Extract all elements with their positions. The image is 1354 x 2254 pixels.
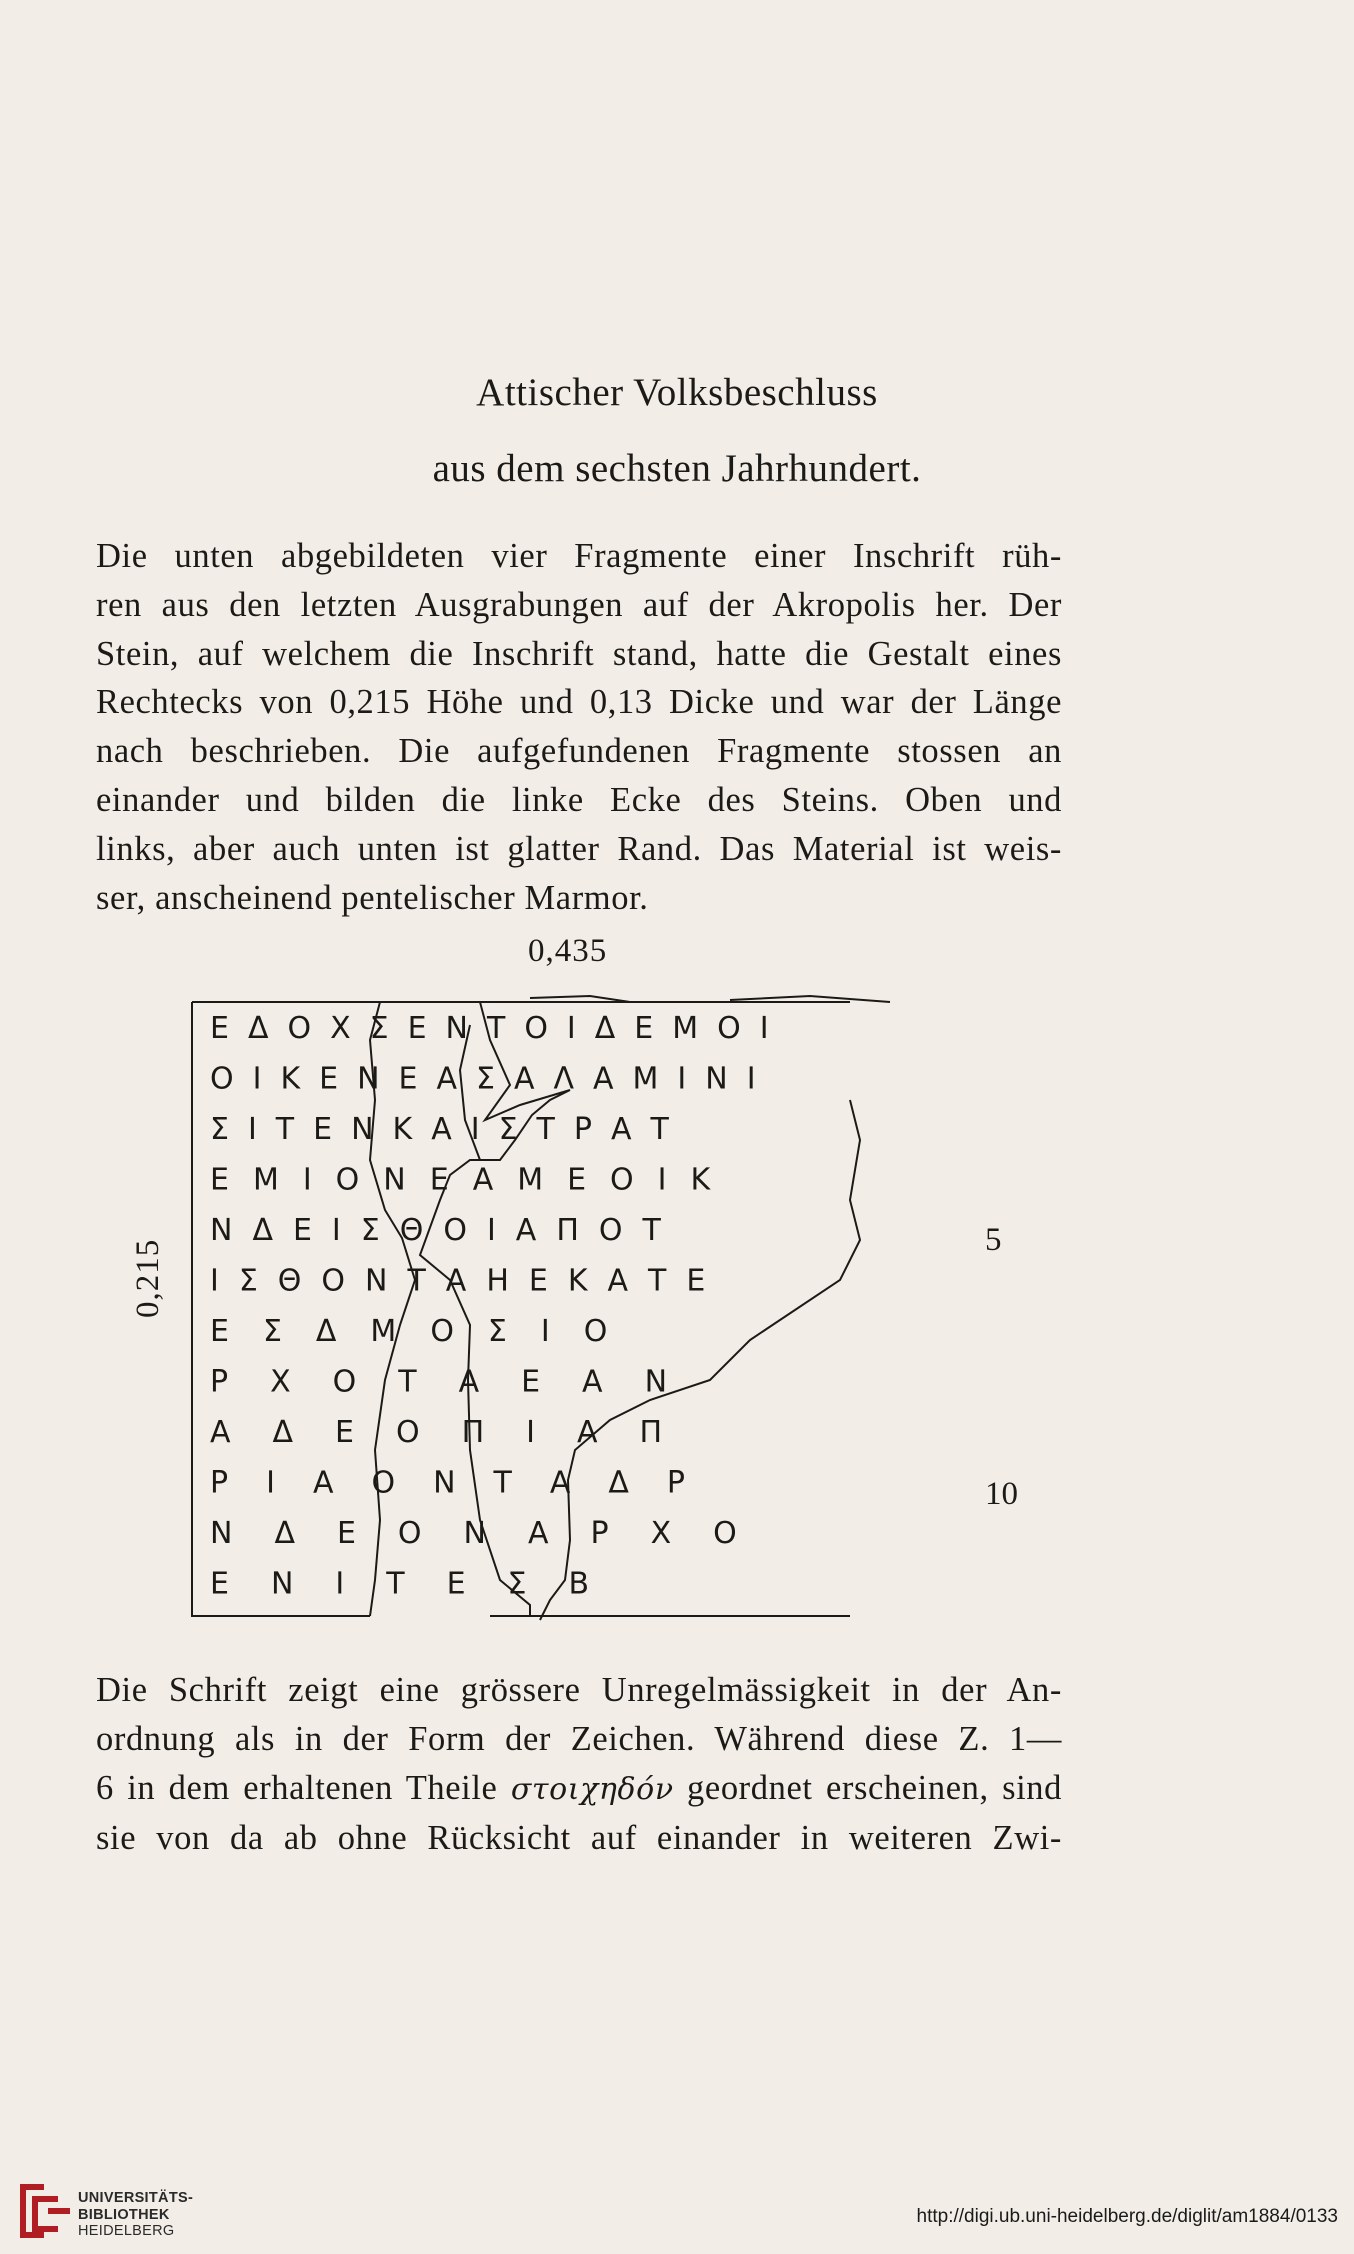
logo-line: HEIDELBERG — [78, 2223, 175, 2239]
inscription-row: ΝΔΕΟΝΑΡΧΟ — [210, 1516, 779, 1551]
heading-line-1: Attischer Volksbeschluss — [476, 371, 878, 414]
line-number-10: 10 — [985, 1476, 1018, 1512]
inscription-row: ΕΝΙΤΕΣΒ — [210, 1566, 632, 1602]
text-segment: geordnet erscheinen, sind — [673, 1768, 1062, 1807]
text-line: ren aus den letzten Ausgrabungen auf der Akropolis her. Der — [96, 585, 1062, 624]
greek-term: στοιχηδόν — [510, 1771, 674, 1807]
inscription-row: ΝΔΕΙΣΘΟΙΑΠΟΤ — [210, 1213, 681, 1248]
line-number-5: 5 — [985, 1222, 1002, 1258]
inscription-row: ΕΜΙΟΝΕΑΜΕΟΙΚ — [210, 1162, 735, 1198]
inscription-row: ΑΔΕΟΠΙΑΠ — [210, 1415, 705, 1450]
source-url: http://digi.ub.uni-heidelberg.de/diglit/am1884/0133 — [916, 2206, 1338, 2227]
text-line-with-greek — [96, 1764, 1062, 1815]
inscription-row: ΕΔΟΧΣΕΝΤΟΙΔΕΜΟΙ — [210, 1011, 788, 1046]
library-logo-text — [78, 2190, 193, 2240]
library-logo-icon — [14, 2178, 74, 2244]
inscription-row: ΕΣΔΜΟΣΙΟ — [210, 1314, 642, 1349]
height-measurement-label: 0,215 — [130, 1238, 166, 1318]
inscription-row: ΣΙΤΕΝΚΑΙΣΤΡΑΤ — [210, 1112, 688, 1147]
text-line: sie von da ab ohne Rücksicht auf einander in weiteren Zwi- — [96, 1819, 1062, 1858]
text-line: Die unten abgebildeten vier Fragmente einer Inschrift rüh- — [96, 537, 1062, 575]
text-line: ser, anscheinend pentelischer Marmor. — [96, 878, 649, 917]
text-line: ordnung als in der Form der Zeichen. Während diese Z. 1— — [96, 1719, 1062, 1758]
inscription-row: ΙΣΘΟΝΤΑΗΕΚΑΤΕ — [210, 1263, 726, 1299]
logo-line: BIBLIOTHEK — [78, 2206, 170, 2223]
intro-paragraph — [96, 532, 1062, 922]
inscription-drawing — [170, 980, 950, 1626]
text-line: Rechtecks von 0,215 Höhe und 0,13 Dicke und war der Länge — [96, 683, 1062, 722]
logo-line: UNIVERSITÄTS- — [78, 2190, 194, 2206]
heading-line-2: aus dem sechsten Jahrhundert. — [432, 447, 922, 490]
text-line: einander und bilden die linke Ecke des Steins. Oben und — [96, 780, 1062, 819]
text-line: links, aber auch unten ist glatter Rand. Das Material ist weis- — [96, 829, 1062, 868]
text-line: nach beschrieben. Die aufgefundenen Fragmente stossen an — [96, 732, 1062, 771]
width-measurement-label: 0,435 — [528, 933, 608, 969]
text-line: Die Schrift zeigt eine grössere Unregelmässigkeit in der An- — [96, 1671, 1062, 1709]
text-segment: 6 in dem erhaltenen Theile — [96, 1768, 511, 1807]
inscription-row: ΡΧΟΤΑΕΑΝ — [210, 1364, 710, 1400]
inscription-row: ΟΙΚΕΝΕΑΣΑΛΑΜΙΝΙ — [210, 1061, 775, 1097]
description-paragraph — [96, 1666, 1062, 1863]
inscription-row: ΡΙΑΟΝΤΑΔΡ — [210, 1465, 723, 1501]
text-line: Stein, auf welchem die Inschrift stand, hatte die Gestalt eines — [96, 634, 1062, 673]
